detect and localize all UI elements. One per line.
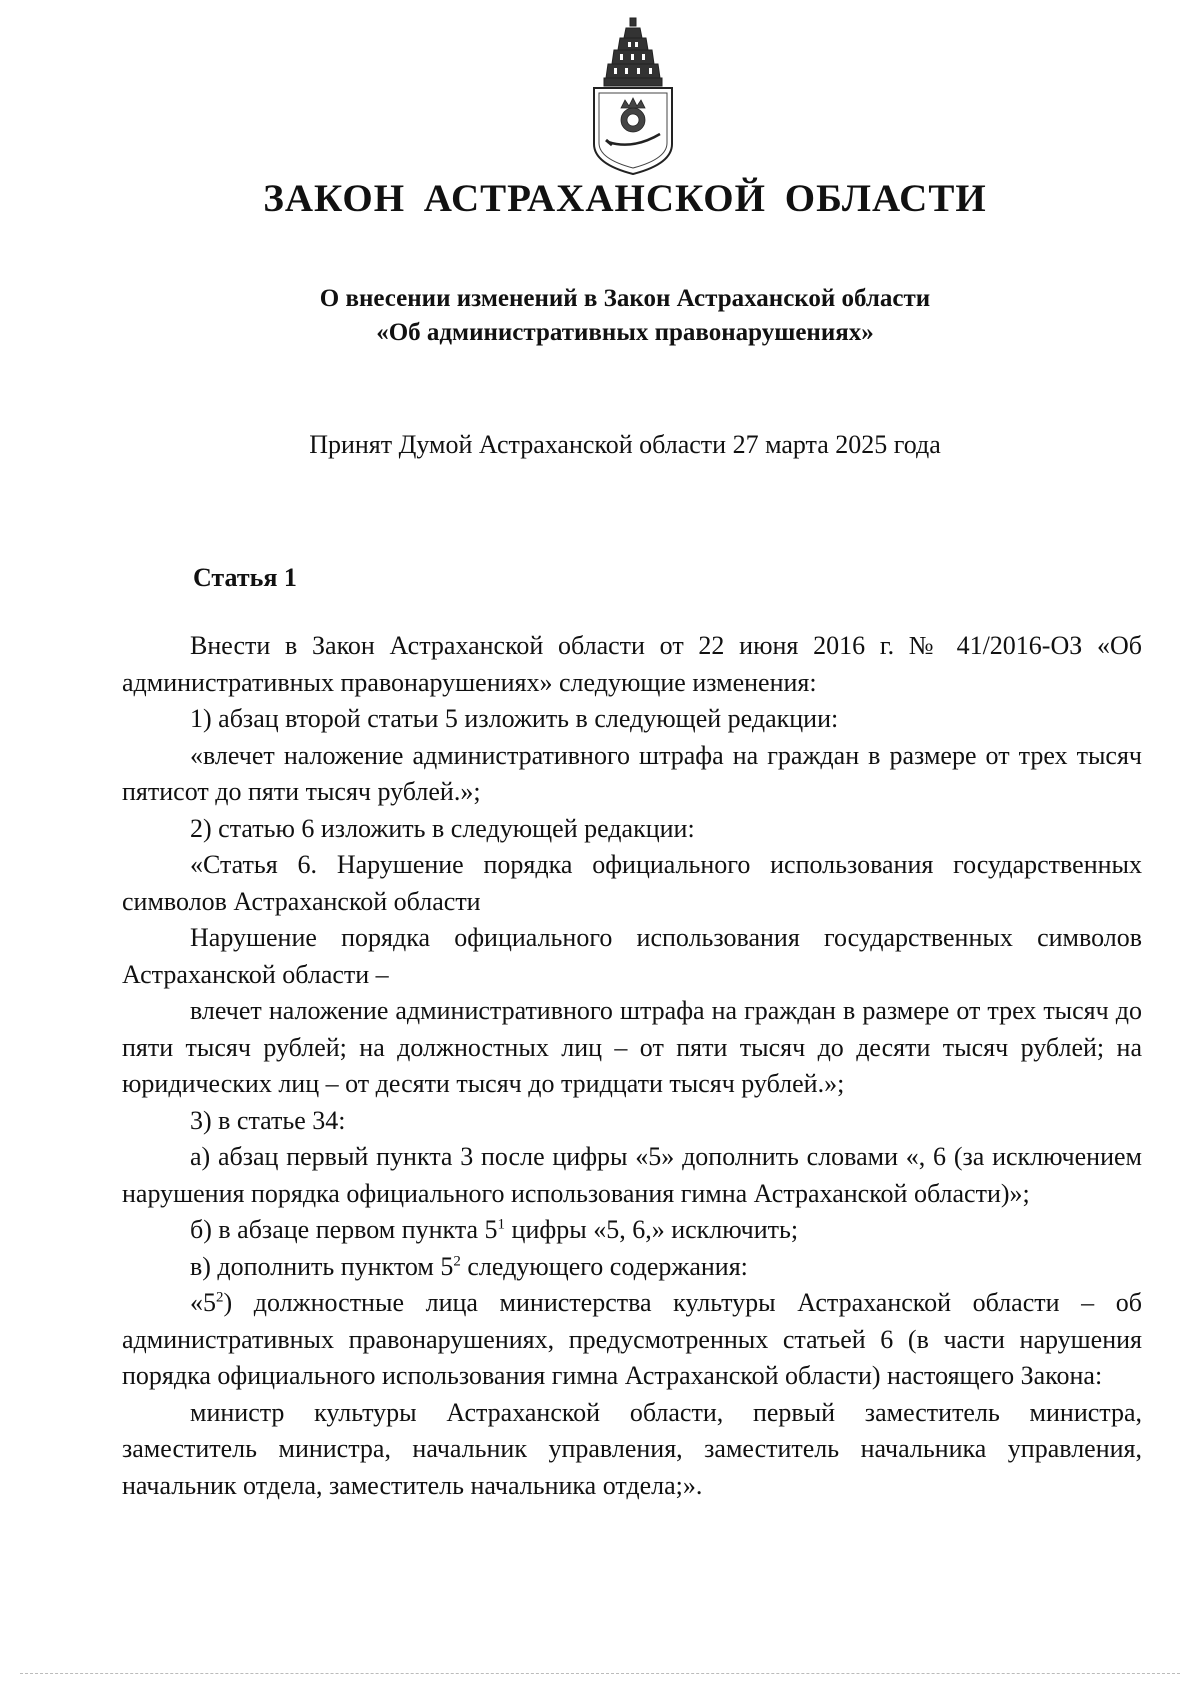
- article-body: [122, 628, 1142, 1504]
- paragraph-5: «Статья 6. Нарушение порядка официального использования государственных символов Астраханской области: [122, 850, 1142, 916]
- paragraph-7: влечет наложение административного штрафа на граждан в размере от трех тысяч до пяти тысяч рублей; на должностных лиц – от пяти тысяч до десяти тысяч рублей; на юридических лиц – от десяти тысяч до тридцати тысяч рублей.»;: [122, 996, 1142, 1098]
- document-subtitle: [0, 282, 1200, 350]
- paragraph-10: [122, 1212, 1142, 1249]
- paragraph-2: 1) абзац второй статьи 5 изложить в следующей редакции:: [190, 704, 839, 733]
- article-heading: Статья 1: [193, 563, 297, 592]
- paragraph-13: министр культуры Астраханской области, первый заместитель министра, заместитель министра, начальник управления, заместитель начальника управления, начальник отдела, заместитель начальника отдела;».: [122, 1397, 1142, 1500]
- paragraph-10-text-end: цифры «5, 6,» исключить;: [505, 1215, 799, 1244]
- paragraph-12-superscript: 2: [216, 1289, 224, 1306]
- paragraph-8: 3) в статье 34:: [190, 1105, 346, 1135]
- scan-edge-divider: [20, 1673, 1180, 1674]
- paragraph-3: «влечет наложение административного штрафа на граждан в размере от трех тысяч пятисот до пяти тысяч рублей.»;: [122, 740, 1142, 806]
- paragraph-12-text: «5: [190, 1288, 216, 1317]
- paragraph-11-superscript: 2: [453, 1252, 461, 1269]
- adoption-line: Принят Думой Астраханской области 27 марта 2025 года: [309, 430, 941, 459]
- document-title: ЗАКОН АСТРАХАНСКОЙ ОБЛАСТИ: [263, 177, 987, 220]
- subtitle-line-1: О внесении изменений в Закон Астраханской области: [319, 285, 931, 312]
- astrakhan-coat-of-arms-icon: [590, 16, 676, 176]
- paragraph-11-text-end: следующего содержания:: [460, 1251, 748, 1281]
- paragraph-4: 2) статью 6 изложить в следующей редакции:: [190, 813, 695, 843]
- paragraph-11-text: в) дополнить пунктом 5: [190, 1251, 454, 1281]
- paragraph-10-text: б) в абзаце первом пункта 5: [190, 1215, 498, 1244]
- paragraph-12: [122, 1285, 1142, 1395]
- paragraph-1: Внести в Закон Астраханской области от 22 июня 2016 г. № 41/2016-ОЗ «Об административных правонарушениях» следующие изменения:: [122, 631, 1142, 697]
- paragraph-11: [122, 1249, 1142, 1286]
- paragraph-6: Нарушение порядка официального использования государственных символов Астраханской области –: [122, 923, 1142, 989]
- paragraph-9: а) абзац первый пункта 3 после цифры «5» дополнить словами «, 6 (за исключением нарушения порядка официального использования гимна Астраханской области)»;: [122, 1142, 1142, 1208]
- subtitle-line-2: «Об административных правонарушениях»: [376, 319, 874, 346]
- paragraph-10-superscript: 1: [497, 1216, 506, 1233]
- paragraph-12-text-end: ) должностные лица министерства культуры Астраханской области – об административных правонарушениях, предусмотренных статьей 6 (в части нарушения порядка официального использования гимна Астраханской области) настоящего Закона:: [122, 1288, 1142, 1390]
